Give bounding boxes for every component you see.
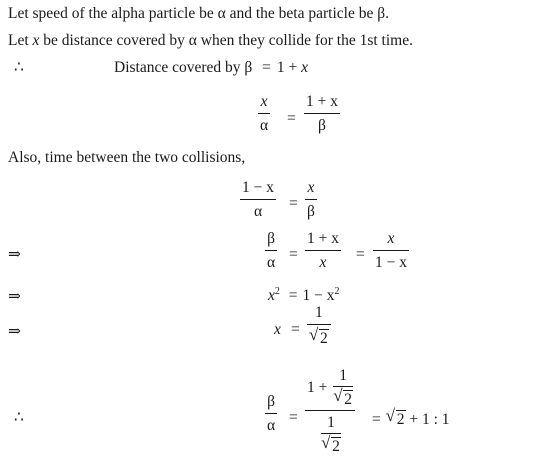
equals-sign: = [291,321,300,338]
radicand: 2 [396,411,405,428]
fraction-bar [265,250,277,251]
numerator: x [387,230,395,247]
x-variable: x [268,287,275,305]
period: . [385,5,389,22]
radicand: 2 [344,390,352,408]
eq3-c-fraction [373,231,409,270]
equals-sign: = [356,246,365,263]
numerator: 1 [339,367,347,384]
distance-rhs: 1 + [276,59,302,76]
numerator: 1 − x [242,179,274,196]
fraction-bar [265,413,277,414]
intro-line-2 [8,33,413,49]
fraction-bar [305,250,341,251]
intro-text: and the beta particle be [225,5,378,22]
intro-text: Let speed of the alpha particle be [8,5,218,22]
eq3-a-fraction [265,231,277,270]
fraction-bar [240,199,276,200]
radicand: 2 [332,437,340,455]
sqrt-icon: √ 2 [321,432,340,455]
fraction-bar [304,113,340,114]
eq1-right-fraction [304,94,340,133]
equals-sign: = [289,195,298,212]
numerator: x [260,93,268,110]
sqrt-icon: √ 2 [309,324,328,347]
numerator: 1 + x [306,93,338,110]
denominator: α [260,116,269,134]
eq6-left-fraction [265,394,277,433]
x-variable: x [32,32,40,49]
equals-sign: = [262,59,271,76]
eq1-left-fraction [258,94,270,133]
fraction-bar [305,199,317,200]
equals-sign: = [289,246,298,263]
denominator: x [319,253,327,271]
eq3-b-fraction [305,231,341,270]
denominator: β [318,116,326,134]
x-variable: x [274,321,281,338]
equals-sign: = [287,110,296,127]
compound-numerator [305,368,355,407]
exponent: 2 [274,286,280,297]
denominator: α [253,202,263,220]
numerator: 1 [327,414,335,431]
fraction-bar [305,410,355,411]
denominator: β [307,202,315,220]
alpha-symbol: α [188,32,197,49]
implies-symbol: ⇒ [8,288,21,305]
ratio-tail: + 1 : 1 [409,411,450,428]
result-expression [372,406,450,428]
intro-text: Let [8,32,33,49]
denominator: 1 − x [375,253,407,271]
fraction-bar [373,250,409,251]
numerator: x [307,179,315,196]
sqrt-icon: √ 2 [385,406,405,428]
radicand: 2 [320,329,328,347]
fraction-bar [258,113,270,114]
also-line: Also, time between the two collisions, [8,149,246,166]
intro-text: when they collide for the 1st time. [196,32,413,49]
numerator: β [267,230,275,247]
inner-fraction [333,368,353,407]
implies-symbol: ⇒ [8,323,21,340]
therefore-symbol: ∴ [14,409,24,426]
equals-sign: = [372,411,381,428]
x-variable: x [301,59,309,76]
sqrt-icon: √ 2 [333,385,352,408]
alpha-symbol: α [217,5,226,22]
intro-text: be distance covered by [39,32,189,49]
eq2-left-fraction [240,180,276,219]
implies-symbol: ⇒ [8,246,21,263]
eq4-rhs: 1 − x [302,287,335,305]
equals-sign: = [289,409,298,426]
numerator: 1 [315,304,323,321]
eq2-right-fraction [305,180,317,219]
eq4 [268,287,340,304]
eq6-compound-fraction [305,368,355,454]
distance-label: Distance covered by β [114,59,253,76]
distance-statement [114,60,308,76]
numerator: 1 + x [307,230,339,247]
numerator: β [267,393,275,410]
beta-symbol: β [377,5,386,22]
inner-fraction [321,415,341,454]
eq5-fraction [307,305,331,346]
denominator: α [267,253,276,271]
compound-denominator [317,415,343,454]
one-plus: 1 + [307,378,328,396]
exponent: 2 [334,286,340,297]
denominator [307,324,331,347]
equals-sign: = [288,287,298,305]
denominator: α [267,416,276,434]
therefore-symbol: ∴ [14,59,24,76]
intro-line-1 [8,6,389,22]
